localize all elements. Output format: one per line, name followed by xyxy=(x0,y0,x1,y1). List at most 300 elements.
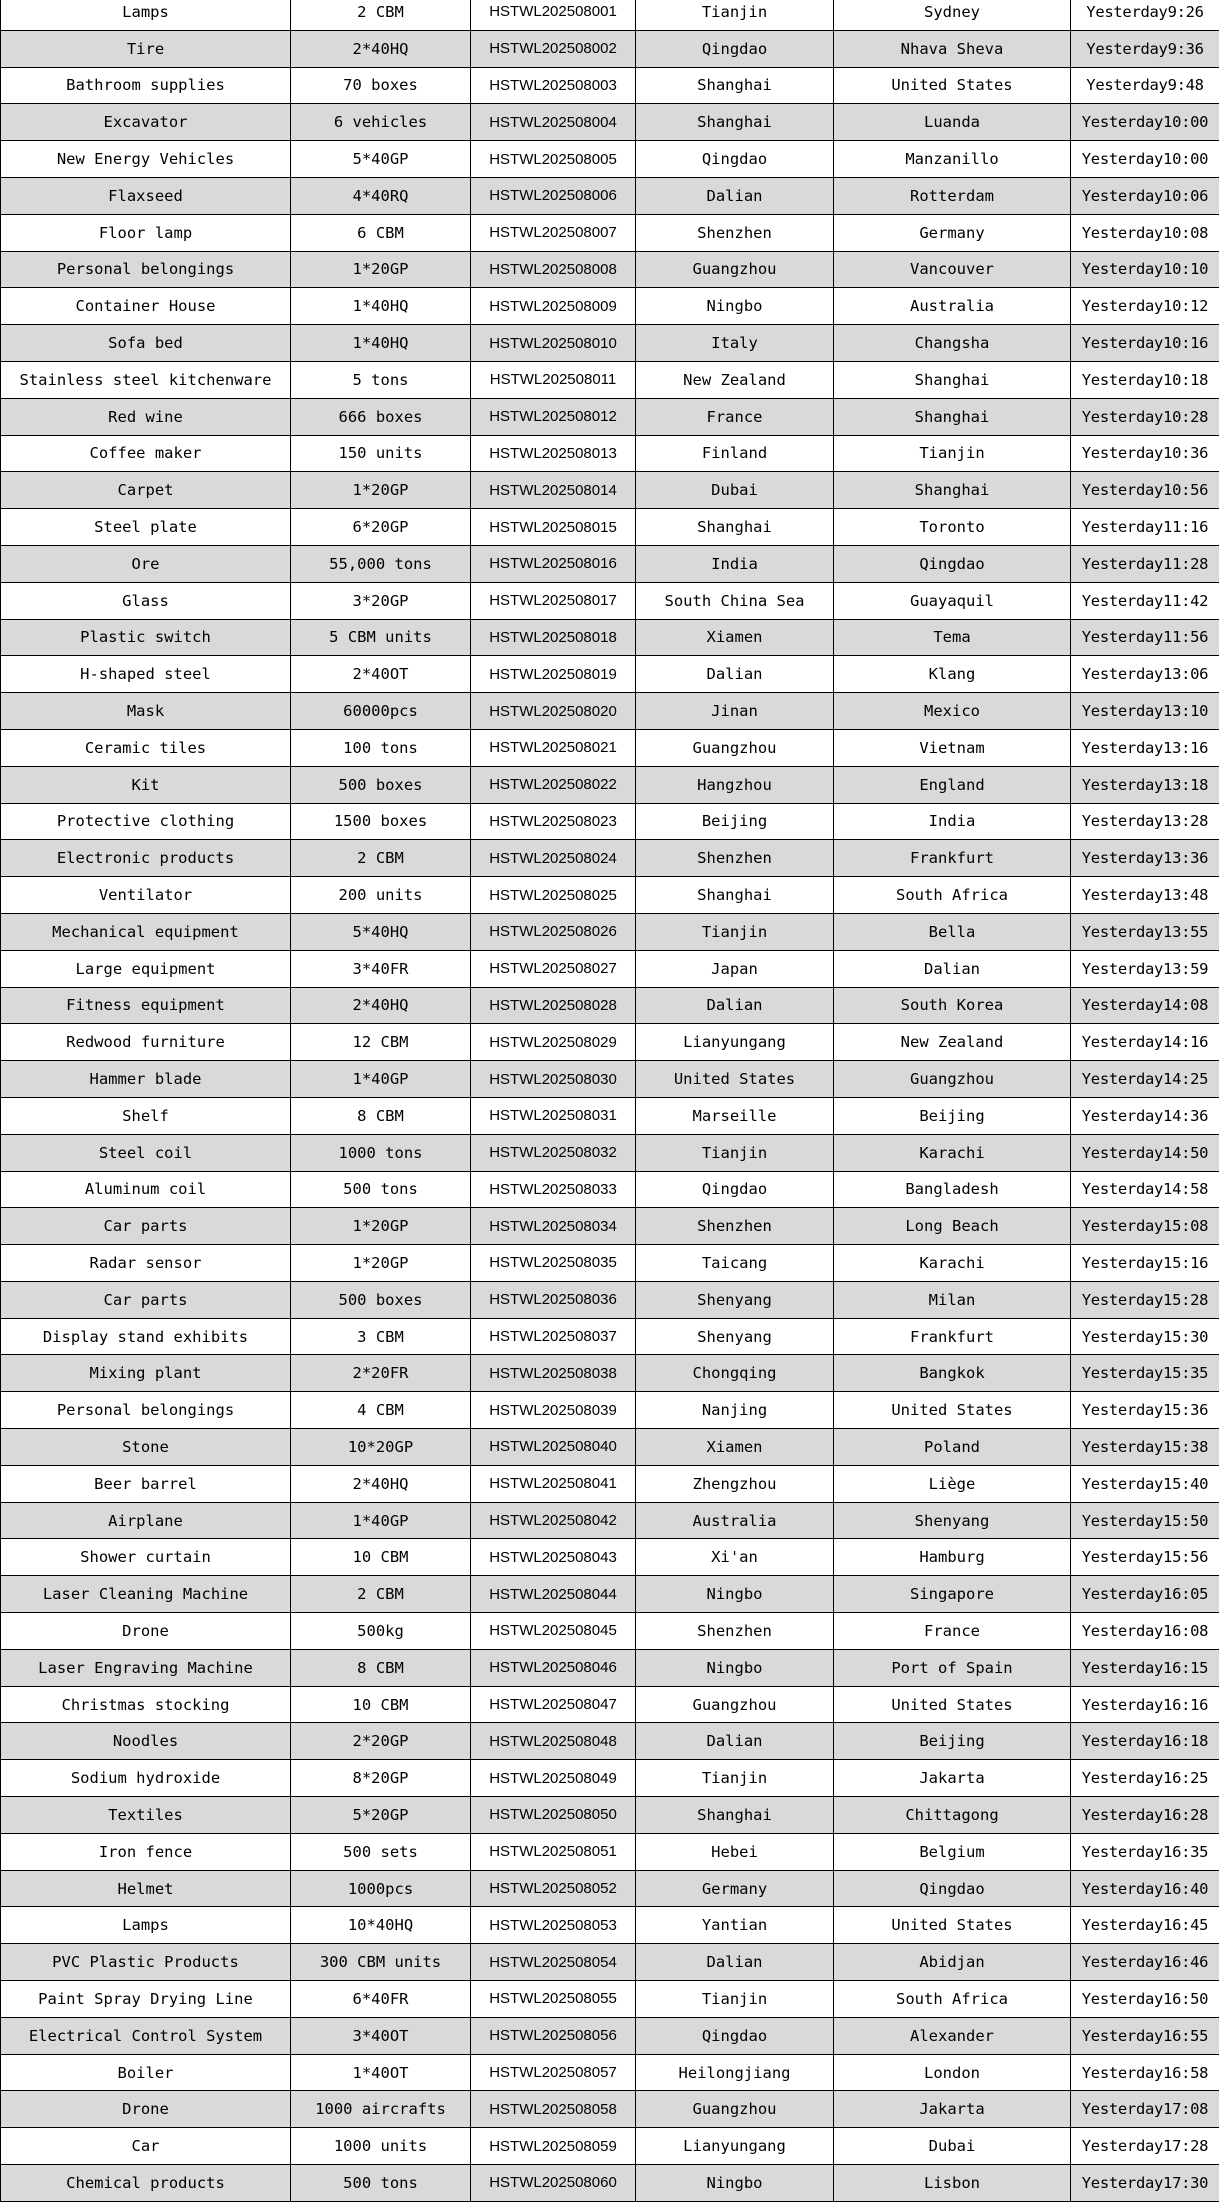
goods-cell: Bathroom supplies xyxy=(1,67,291,104)
quantity-cell: 6*20GP xyxy=(291,509,471,546)
origin-cell: Shenzhen xyxy=(636,214,834,251)
goods-cell: Iron fence xyxy=(1,1833,291,1870)
destination-cell: Frankfurt xyxy=(834,840,1071,877)
table-row xyxy=(1,1797,1219,1834)
time-cell: Yesterday15:40 xyxy=(1071,1465,1219,1502)
order-number-cell: HSTWL202508059 xyxy=(471,2128,636,2165)
origin-cell: Qingdao xyxy=(636,30,834,67)
quantity-cell: 2 CBM xyxy=(291,840,471,877)
origin-cell: Shenyang xyxy=(636,1318,834,1355)
destination-cell: Germany xyxy=(834,214,1071,251)
origin-cell: Hebei xyxy=(636,1833,834,1870)
destination-cell: Guangzhou xyxy=(834,1061,1071,1098)
table-row xyxy=(1,361,1219,398)
table-row xyxy=(1,693,1219,730)
order-number-cell: HSTWL202508018 xyxy=(471,619,636,656)
destination-cell: Tema xyxy=(834,619,1071,656)
table-row xyxy=(1,1502,1219,1539)
origin-cell: South China Sea xyxy=(636,582,834,619)
table-row xyxy=(1,582,1219,619)
quantity-cell: 1000 tons xyxy=(291,1134,471,1171)
table-row xyxy=(1,1907,1219,1944)
time-cell: Yesterday9:48 xyxy=(1071,67,1219,104)
order-number-cell: HSTWL202508027 xyxy=(471,950,636,987)
quantity-cell: 2*40HQ xyxy=(291,30,471,67)
table-row xyxy=(1,1944,1219,1981)
quantity-cell: 1000 units xyxy=(291,2128,471,2165)
time-cell: Yesterday11:16 xyxy=(1071,509,1219,546)
time-cell: Yesterday10:16 xyxy=(1071,325,1219,362)
order-number-cell: HSTWL202508030 xyxy=(471,1061,636,1098)
table-row xyxy=(1,104,1219,141)
destination-cell: Milan xyxy=(834,1281,1071,1318)
table-row xyxy=(1,1686,1219,1723)
order-number-cell: HSTWL202508045 xyxy=(471,1613,636,1650)
table-row xyxy=(1,1355,1219,1392)
order-number-cell: HSTWL202508023 xyxy=(471,803,636,840)
origin-cell: Taicang xyxy=(636,1245,834,1282)
quantity-cell: 10*40HQ xyxy=(291,1907,471,1944)
goods-cell: Sodium hydroxide xyxy=(1,1760,291,1797)
origin-cell: Beijing xyxy=(636,803,834,840)
goods-cell: Red wine xyxy=(1,398,291,435)
origin-cell: Tianjin xyxy=(636,1981,834,2018)
quantity-cell: 1*40OT xyxy=(291,2054,471,2091)
order-number-cell: HSTWL202508034 xyxy=(471,1208,636,1245)
order-number-cell: HSTWL202508036 xyxy=(471,1281,636,1318)
time-cell: Yesterday15:28 xyxy=(1071,1281,1219,1318)
destination-cell: Guayaquil xyxy=(834,582,1071,619)
origin-cell: Zhengzhou xyxy=(636,1465,834,1502)
origin-cell: India xyxy=(636,545,834,582)
destination-cell: Long Beach xyxy=(834,1208,1071,1245)
goods-cell: Redwood furniture xyxy=(1,1024,291,1061)
goods-cell: Aluminum coil xyxy=(1,1171,291,1208)
time-cell: Yesterday14:58 xyxy=(1071,1171,1219,1208)
destination-cell: Beijing xyxy=(834,1097,1071,1134)
table-row xyxy=(1,987,1219,1024)
goods-cell: Noodles xyxy=(1,1723,291,1760)
destination-cell: India xyxy=(834,803,1071,840)
quantity-cell: 10 CBM xyxy=(291,1539,471,1576)
goods-cell: Floor lamp xyxy=(1,214,291,251)
order-number-cell: HSTWL202508038 xyxy=(471,1355,636,1392)
time-cell: Yesterday10:28 xyxy=(1071,398,1219,435)
order-number-cell: HSTWL202508057 xyxy=(471,2054,636,2091)
table-row xyxy=(1,1208,1219,1245)
origin-cell: Shanghai xyxy=(636,1797,834,1834)
table-row xyxy=(1,325,1219,362)
goods-cell: Drone xyxy=(1,1613,291,1650)
time-cell: Yesterday11:42 xyxy=(1071,582,1219,619)
order-number-cell: HSTWL202508053 xyxy=(471,1907,636,1944)
order-number-cell: HSTWL202508037 xyxy=(471,1318,636,1355)
destination-cell: Changsha xyxy=(834,325,1071,362)
destination-cell: South Africa xyxy=(834,877,1071,914)
order-number-cell: HSTWL202508009 xyxy=(471,288,636,325)
origin-cell: Heilongjiang xyxy=(636,2054,834,2091)
quantity-cell: 500 boxes xyxy=(291,766,471,803)
origin-cell: Guangzhou xyxy=(636,1686,834,1723)
destination-cell: London xyxy=(834,2054,1071,2091)
destination-cell: Belgium xyxy=(834,1833,1071,1870)
goods-cell: Textiles xyxy=(1,1797,291,1834)
destination-cell: England xyxy=(834,766,1071,803)
quantity-cell: 2*20FR xyxy=(291,1355,471,1392)
time-cell: Yesterday16:25 xyxy=(1071,1760,1219,1797)
table-row xyxy=(1,766,1219,803)
origin-cell: Qingdao xyxy=(636,2017,834,2054)
destination-cell: Singapore xyxy=(834,1576,1071,1613)
destination-cell: South Africa xyxy=(834,1981,1071,2018)
table-row xyxy=(1,141,1219,178)
table-row xyxy=(1,1613,1219,1650)
destination-cell: Vietnam xyxy=(834,729,1071,766)
time-cell: Yesterday13:36 xyxy=(1071,840,1219,877)
destination-cell: Liège xyxy=(834,1465,1071,1502)
destination-cell: Bangladesh xyxy=(834,1171,1071,1208)
time-cell: Yesterday15:56 xyxy=(1071,1539,1219,1576)
goods-cell: Display stand exhibits xyxy=(1,1318,291,1355)
goods-cell: Mechanical equipment xyxy=(1,913,291,950)
time-cell: Yesterday14:25 xyxy=(1071,1061,1219,1098)
quantity-cell: 8*20GP xyxy=(291,1760,471,1797)
order-number-cell: HSTWL202508058 xyxy=(471,2091,636,2128)
goods-cell: H-shaped steel xyxy=(1,656,291,693)
quantity-cell: 500 tons xyxy=(291,2165,471,2202)
goods-cell: Steel coil xyxy=(1,1134,291,1171)
destination-cell: Lisbon xyxy=(834,2165,1071,2202)
origin-cell: Xi'an xyxy=(636,1539,834,1576)
destination-cell: Rotterdam xyxy=(834,177,1071,214)
goods-cell: Car parts xyxy=(1,1281,291,1318)
order-number-cell: HSTWL202508040 xyxy=(471,1429,636,1466)
destination-cell: Toronto xyxy=(834,509,1071,546)
order-number-cell: HSTWL202508042 xyxy=(471,1502,636,1539)
time-cell: Yesterday17:28 xyxy=(1071,2128,1219,2165)
table-row xyxy=(1,2017,1219,2054)
origin-cell: Dalian xyxy=(636,1723,834,1760)
origin-cell: Italy xyxy=(636,325,834,362)
origin-cell: Ningbo xyxy=(636,1576,834,1613)
table-row xyxy=(1,545,1219,582)
order-number-cell: HSTWL202508001 xyxy=(471,0,636,30)
goods-cell: Steel plate xyxy=(1,509,291,546)
goods-cell: Laser Cleaning Machine xyxy=(1,1576,291,1613)
goods-cell: Ore xyxy=(1,545,291,582)
time-cell: Yesterday13:59 xyxy=(1071,950,1219,987)
origin-cell: Dalian xyxy=(636,656,834,693)
goods-cell: Coffee maker xyxy=(1,435,291,472)
time-cell: Yesterday11:56 xyxy=(1071,619,1219,656)
table-row xyxy=(1,1429,1219,1466)
time-cell: Yesterday15:36 xyxy=(1071,1392,1219,1429)
goods-cell: Carpet xyxy=(1,472,291,509)
origin-cell: Dubai xyxy=(636,472,834,509)
goods-cell: Kit xyxy=(1,766,291,803)
destination-cell: Alexander xyxy=(834,2017,1071,2054)
time-cell: Yesterday10:00 xyxy=(1071,141,1219,178)
origin-cell: Tianjin xyxy=(636,913,834,950)
origin-cell: Marseille xyxy=(636,1097,834,1134)
origin-cell: Shenzhen xyxy=(636,840,834,877)
table-row xyxy=(1,1981,1219,2018)
origin-cell: Jinan xyxy=(636,693,834,730)
goods-cell: Ventilator xyxy=(1,877,291,914)
table-row xyxy=(1,877,1219,914)
quantity-cell: 1*40GP xyxy=(291,1061,471,1098)
order-number-cell: HSTWL202508010 xyxy=(471,325,636,362)
time-cell: Yesterday16:46 xyxy=(1071,1944,1219,1981)
goods-cell: Lamps xyxy=(1,0,291,30)
origin-cell: Shenzhen xyxy=(636,1208,834,1245)
table-row xyxy=(1,2165,1219,2202)
goods-cell: Hammer blade xyxy=(1,1061,291,1098)
quantity-cell: 2*40HQ xyxy=(291,987,471,1024)
goods-cell: Excavator xyxy=(1,104,291,141)
order-number-cell: HSTWL202508028 xyxy=(471,987,636,1024)
quantity-cell: 70 boxes xyxy=(291,67,471,104)
goods-cell: Plastic switch xyxy=(1,619,291,656)
order-number-cell: HSTWL202508041 xyxy=(471,1465,636,1502)
table-row xyxy=(1,1465,1219,1502)
time-cell: Yesterday13:16 xyxy=(1071,729,1219,766)
order-number-cell: HSTWL202508004 xyxy=(471,104,636,141)
time-cell: Yesterday14:08 xyxy=(1071,987,1219,1024)
quantity-cell: 5 tons xyxy=(291,361,471,398)
origin-cell: Germany xyxy=(636,1870,834,1907)
destination-cell: Karachi xyxy=(834,1245,1071,1282)
quantity-cell: 2*40OT xyxy=(291,656,471,693)
destination-cell: United States xyxy=(834,67,1071,104)
time-cell: Yesterday16:16 xyxy=(1071,1686,1219,1723)
time-cell: Yesterday16:45 xyxy=(1071,1907,1219,1944)
destination-cell: Australia xyxy=(834,288,1071,325)
origin-cell: Shanghai xyxy=(636,67,834,104)
quantity-cell: 500 boxes xyxy=(291,1281,471,1318)
time-cell: Yesterday13:28 xyxy=(1071,803,1219,840)
table-row xyxy=(1,1318,1219,1355)
quantity-cell: 3*40FR xyxy=(291,950,471,987)
order-number-cell: HSTWL202508021 xyxy=(471,729,636,766)
table-row xyxy=(1,2128,1219,2165)
destination-cell: Qingdao xyxy=(834,545,1071,582)
destination-cell: Shanghai xyxy=(834,398,1071,435)
order-number-cell: HSTWL202508003 xyxy=(471,67,636,104)
destination-cell: Bangkok xyxy=(834,1355,1071,1392)
quantity-cell: 1*20GP xyxy=(291,472,471,509)
quantity-cell: 2*20GP xyxy=(291,1723,471,1760)
destination-cell: Dalian xyxy=(834,950,1071,987)
origin-cell: Qingdao xyxy=(636,141,834,178)
quantity-cell: 6 CBM xyxy=(291,214,471,251)
time-cell: Yesterday16:58 xyxy=(1071,2054,1219,2091)
quantity-cell: 500kg xyxy=(291,1613,471,1650)
time-cell: Yesterday17:08 xyxy=(1071,2091,1219,2128)
quantity-cell: 150 units xyxy=(291,435,471,472)
time-cell: Yesterday15:50 xyxy=(1071,1502,1219,1539)
quantity-cell: 4*40RQ xyxy=(291,177,471,214)
quantity-cell: 1000pcs xyxy=(291,1870,471,1907)
origin-cell: Ningbo xyxy=(636,1649,834,1686)
origin-cell: Guangzhou xyxy=(636,251,834,288)
order-number-cell: HSTWL202508012 xyxy=(471,398,636,435)
quantity-cell: 500 tons xyxy=(291,1171,471,1208)
time-cell: Yesterday13:10 xyxy=(1071,693,1219,730)
quantity-cell: 6 vehicles xyxy=(291,104,471,141)
destination-cell: Tianjin xyxy=(834,435,1071,472)
quantity-cell: 500 sets xyxy=(291,1833,471,1870)
order-number-cell: HSTWL202508026 xyxy=(471,913,636,950)
goods-cell: Car parts xyxy=(1,1208,291,1245)
quantity-cell: 100 tons xyxy=(291,729,471,766)
origin-cell: Finland xyxy=(636,435,834,472)
table-row xyxy=(1,1061,1219,1098)
origin-cell: Lianyungang xyxy=(636,1024,834,1061)
goods-cell: Mixing plant xyxy=(1,1355,291,1392)
table-row xyxy=(1,1649,1219,1686)
origin-cell: Tianjin xyxy=(636,0,834,30)
destination-cell: Jakarta xyxy=(834,2091,1071,2128)
table-row xyxy=(1,913,1219,950)
order-number-cell: HSTWL202508016 xyxy=(471,545,636,582)
goods-cell: Personal belongings xyxy=(1,251,291,288)
destination-cell: United States xyxy=(834,1392,1071,1429)
goods-cell: PVC Plastic Products xyxy=(1,1944,291,1981)
goods-cell: Radar sensor xyxy=(1,1245,291,1282)
quantity-cell: 1*40HQ xyxy=(291,325,471,362)
quantity-cell: 1000 aircrafts xyxy=(291,2091,471,2128)
table-row xyxy=(1,1539,1219,1576)
goods-cell: Airplane xyxy=(1,1502,291,1539)
order-number-cell: HSTWL202508024 xyxy=(471,840,636,877)
goods-cell: Laser Engraving Machine xyxy=(1,1649,291,1686)
quantity-cell: 1*20GP xyxy=(291,1245,471,1282)
goods-cell: Protective clothing xyxy=(1,803,291,840)
order-number-cell: HSTWL202508044 xyxy=(471,1576,636,1613)
origin-cell: Japan xyxy=(636,950,834,987)
goods-cell: Glass xyxy=(1,582,291,619)
destination-cell: South Korea xyxy=(834,987,1071,1024)
table-row xyxy=(1,1245,1219,1282)
origin-cell: Qingdao xyxy=(636,1171,834,1208)
goods-cell: Lamps xyxy=(1,1907,291,1944)
table-row xyxy=(1,251,1219,288)
origin-cell: Tianjin xyxy=(636,1134,834,1171)
order-number-cell: HSTWL202508015 xyxy=(471,509,636,546)
time-cell: Yesterday16:40 xyxy=(1071,1870,1219,1907)
table-row xyxy=(1,177,1219,214)
table-row xyxy=(1,435,1219,472)
quantity-cell: 200 units xyxy=(291,877,471,914)
origin-cell: Shanghai xyxy=(636,509,834,546)
destination-cell: Vancouver xyxy=(834,251,1071,288)
table-row xyxy=(1,472,1219,509)
destination-cell: Karachi xyxy=(834,1134,1071,1171)
table-row xyxy=(1,288,1219,325)
destination-cell: Hamburg xyxy=(834,1539,1071,1576)
quantity-cell: 1*40HQ xyxy=(291,288,471,325)
time-cell: Yesterday15:16 xyxy=(1071,1245,1219,1282)
time-cell: Yesterday16:18 xyxy=(1071,1723,1219,1760)
origin-cell: Dalian xyxy=(636,987,834,1024)
time-cell: Yesterday10:36 xyxy=(1071,435,1219,472)
destination-cell: New Zealand xyxy=(834,1024,1071,1061)
quantity-cell: 1500 boxes xyxy=(291,803,471,840)
quantity-cell: 6*40FR xyxy=(291,1981,471,2018)
order-number-cell: HSTWL202508007 xyxy=(471,214,636,251)
order-number-cell: HSTWL202508006 xyxy=(471,177,636,214)
time-cell: Yesterday9:26 xyxy=(1071,0,1219,30)
origin-cell: Shenyang xyxy=(636,1281,834,1318)
origin-cell: Shanghai xyxy=(636,877,834,914)
goods-cell: Sofa bed xyxy=(1,325,291,362)
origin-cell: Xiamen xyxy=(636,619,834,656)
order-number-cell: HSTWL202508048 xyxy=(471,1723,636,1760)
order-number-cell: HSTWL202508049 xyxy=(471,1760,636,1797)
time-cell: Yesterday16:15 xyxy=(1071,1649,1219,1686)
goods-cell: Helmet xyxy=(1,1870,291,1907)
destination-cell: Sydney xyxy=(834,0,1071,30)
table-row xyxy=(1,1392,1219,1429)
origin-cell: Ningbo xyxy=(636,2165,834,2202)
order-number-cell: HSTWL202508005 xyxy=(471,141,636,178)
order-number-cell: HSTWL202508060 xyxy=(471,2165,636,2202)
time-cell: Yesterday10:08 xyxy=(1071,214,1219,251)
quantity-cell: 4 CBM xyxy=(291,1392,471,1429)
order-number-cell: HSTWL202508019 xyxy=(471,656,636,693)
quantity-cell: 3 CBM xyxy=(291,1318,471,1355)
time-cell: Yesterday16:08 xyxy=(1071,1613,1219,1650)
destination-cell: Nhava Sheva xyxy=(834,30,1071,67)
goods-cell: Electronic products xyxy=(1,840,291,877)
goods-cell: Mask xyxy=(1,693,291,730)
goods-cell: Stone xyxy=(1,1429,291,1466)
time-cell: Yesterday10:00 xyxy=(1071,104,1219,141)
quantity-cell: 3*20GP xyxy=(291,582,471,619)
time-cell: Yesterday10:06 xyxy=(1071,177,1219,214)
quantity-cell: 3*40OT xyxy=(291,2017,471,2054)
table-row xyxy=(1,67,1219,104)
table-row xyxy=(1,1833,1219,1870)
origin-cell: Hangzhou xyxy=(636,766,834,803)
order-number-cell: HSTWL202508039 xyxy=(471,1392,636,1429)
time-cell: Yesterday14:16 xyxy=(1071,1024,1219,1061)
order-number-cell: HSTWL202508014 xyxy=(471,472,636,509)
table-row xyxy=(1,214,1219,251)
goods-cell: Stainless steel kitchenware xyxy=(1,361,291,398)
origin-cell: Ningbo xyxy=(636,288,834,325)
goods-cell: Ceramic tiles xyxy=(1,729,291,766)
goods-cell: Boiler xyxy=(1,2054,291,2091)
time-cell: Yesterday16:05 xyxy=(1071,1576,1219,1613)
origin-cell: Nanjing xyxy=(636,1392,834,1429)
time-cell: Yesterday15:08 xyxy=(1071,1208,1219,1245)
time-cell: Yesterday13:06 xyxy=(1071,656,1219,693)
destination-cell: Beijing xyxy=(834,1723,1071,1760)
order-number-cell: HSTWL202508022 xyxy=(471,766,636,803)
table-row xyxy=(1,1024,1219,1061)
time-cell: Yesterday16:50 xyxy=(1071,1981,1219,2018)
order-number-cell: HSTWL202508046 xyxy=(471,1649,636,1686)
goods-cell: Christmas stocking xyxy=(1,1686,291,1723)
table-row xyxy=(1,803,1219,840)
quantity-cell: 5*40GP xyxy=(291,141,471,178)
quantity-cell: 2*40HQ xyxy=(291,1465,471,1502)
quantity-cell: 8 CBM xyxy=(291,1649,471,1686)
quantity-cell: 5*40HQ xyxy=(291,913,471,950)
order-number-cell: HSTWL202508056 xyxy=(471,2017,636,2054)
